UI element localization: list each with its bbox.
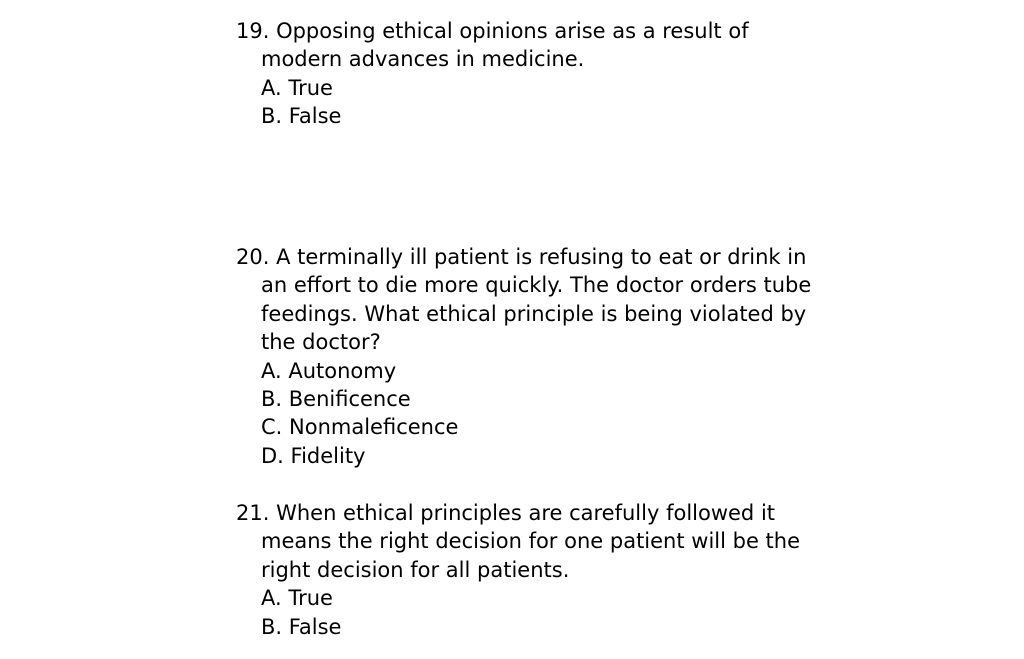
answer-option: B. False — [261, 614, 342, 639]
answer-option: A. True — [261, 75, 333, 100]
answer-options — [236, 74, 826, 131]
answer-option: D. Fidelity — [261, 443, 366, 468]
answer-options — [236, 357, 826, 471]
answer-option: B. Benificence — [261, 387, 411, 412]
answer-options — [236, 584, 826, 641]
question-stem: 21. When ethical principles are carefully followed it means the right decision for one patient will be the right decision for all patients. — [236, 501, 801, 582]
question-20 — [236, 243, 826, 470]
answer-option: A. True — [261, 586, 333, 611]
answer-option: C. Nonmaleficence — [261, 415, 459, 440]
answer-option: B. False — [261, 104, 342, 129]
question-stem: 20. A terminally ill patient is refusing to eat or drink in an effort to die more quickly. The doctor orders tube feedings. What ethical principle is being violated by the doctor? — [236, 245, 812, 355]
question-21 — [236, 499, 826, 641]
answer-option: A. Autonomy — [261, 358, 397, 383]
question-stem: 19. Opposing ethical opinions arise as a result of modern advances in medicine. — [236, 19, 749, 72]
question-19 — [236, 17, 826, 131]
